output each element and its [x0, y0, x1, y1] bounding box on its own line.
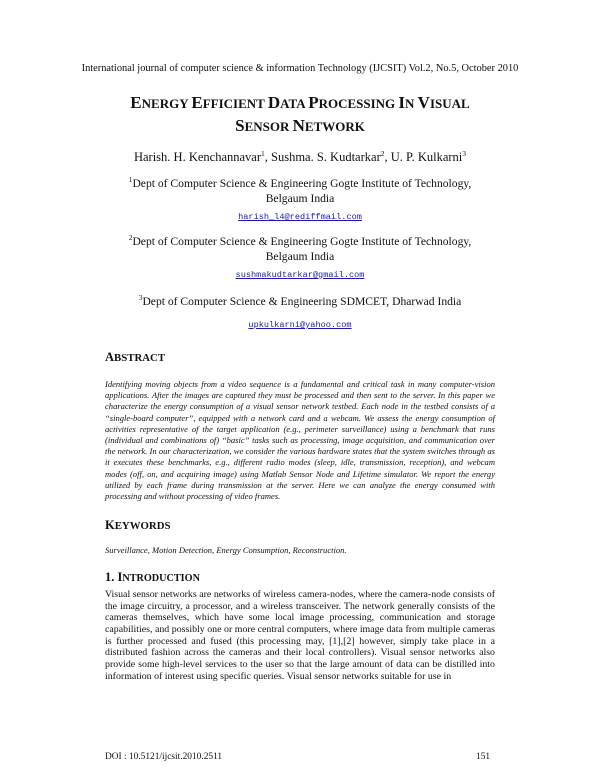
author-3: , U. P. Kulkarni: [384, 150, 463, 164]
affiliation-1: $^1$Dept of Computer Science & Engineering Gogte Institute of Technology, Belgaum India: [128, 175, 472, 205]
title-line-1: ENERGY EFFICIENT DATA PROCESSING IN VISUAL: [130, 93, 470, 112]
introduction-text: Visual sensor networks are networks of wireless camera-nodes, where the camera-node consists of the image circuitry, a processor, and a wireless transceiver. The network generally consists of the cameras themselves, which have some local image processing, communication and storage capabilities, and possibly one or more central computers, where image data from multiple cameras is further processed and fused (this processing may, [1],[2] however, simply take place in a distributed fashion across the cameras and their local controllers). Visual sensor networks also provide some high-level services to the user so that the large amount of data can be distilled into information of interest using specific queries. Visual sensor networks suitable for use in: [105, 589, 495, 682]
email-link-2[interactable]: sushmakudtarkar@gmail.com: [235, 270, 365, 280]
title-line-2: SENSOR NETWORK: [235, 116, 365, 135]
author-list: Harish. H. Kenchannavar$^1$, Sushma. S. Kudtarkar$^2$, U. P. Kulkarni$^3$: [133, 148, 467, 164]
author-2: , Sushma. S. Kudtarkar: [264, 150, 381, 164]
introduction-heading: 1. INTRODUCTION: [105, 570, 200, 584]
affiliation-2: $^2$Dept of Computer Science & Engineering Gogte Institute of Technology, Belgaum India: [128, 233, 472, 263]
paper-title: [0, 92, 600, 138]
abstract-text: Identifying moving objects from a video sequence is a fundamental and critical task in many computer-vision applications. After the images are captured they must be processed and then sent to the server. In this paper we characterize the energy consumption of a visual sensor network testbed. Each node in the testbed consists of a “single-board computer”, equipped with a network card and a webcam. We assess the energy consumption of activities representative of the target application (e.g., perimeter surveillance) using a benchmark that runs (individual and combinations of) “basic” tasks such as processing, image acquisition, and communication over the network. In our characterization, we consider the various hardware states that the system switches through as it executes these benchmarks, e.g., different radio modes (sleep, idle, transmission, reception), and webcam modes (off, on, and acquiring image) using Matlab Sensor Node and Lifetime simulator. We report the energy utilized by each frame during transmission at the server. Here we can analyze the energy consumed with processing and without processing of video frames.: [105, 379, 495, 502]
abstract-heading: ABSTRACT: [105, 350, 166, 364]
footer-doi: DOI : 10.5121/ijcsit.2010.2511: [105, 752, 223, 762]
email-link-1[interactable]: harish_l4@rediffmail.com: [238, 212, 362, 222]
page-number: 151: [476, 752, 491, 762]
email-link-3[interactable]: upkulkarni@yahoo.com: [248, 320, 352, 330]
journal-header: International journal of computer science & information Technology (IJCSIT) Vol.2, No.5, October 2010: [81, 63, 519, 74]
keywords-text: Surveillance, Motion Detection, Energy Consumption, Reconstruction.: [105, 545, 347, 555]
affiliation-3: $^3$Dept of Computer Science & Engineering SDMCET, Dharwad India: [138, 293, 462, 308]
keywords-heading: KEYWORDS: [105, 518, 171, 532]
author-1: Harish. H. Kenchannavar: [133, 150, 262, 164]
